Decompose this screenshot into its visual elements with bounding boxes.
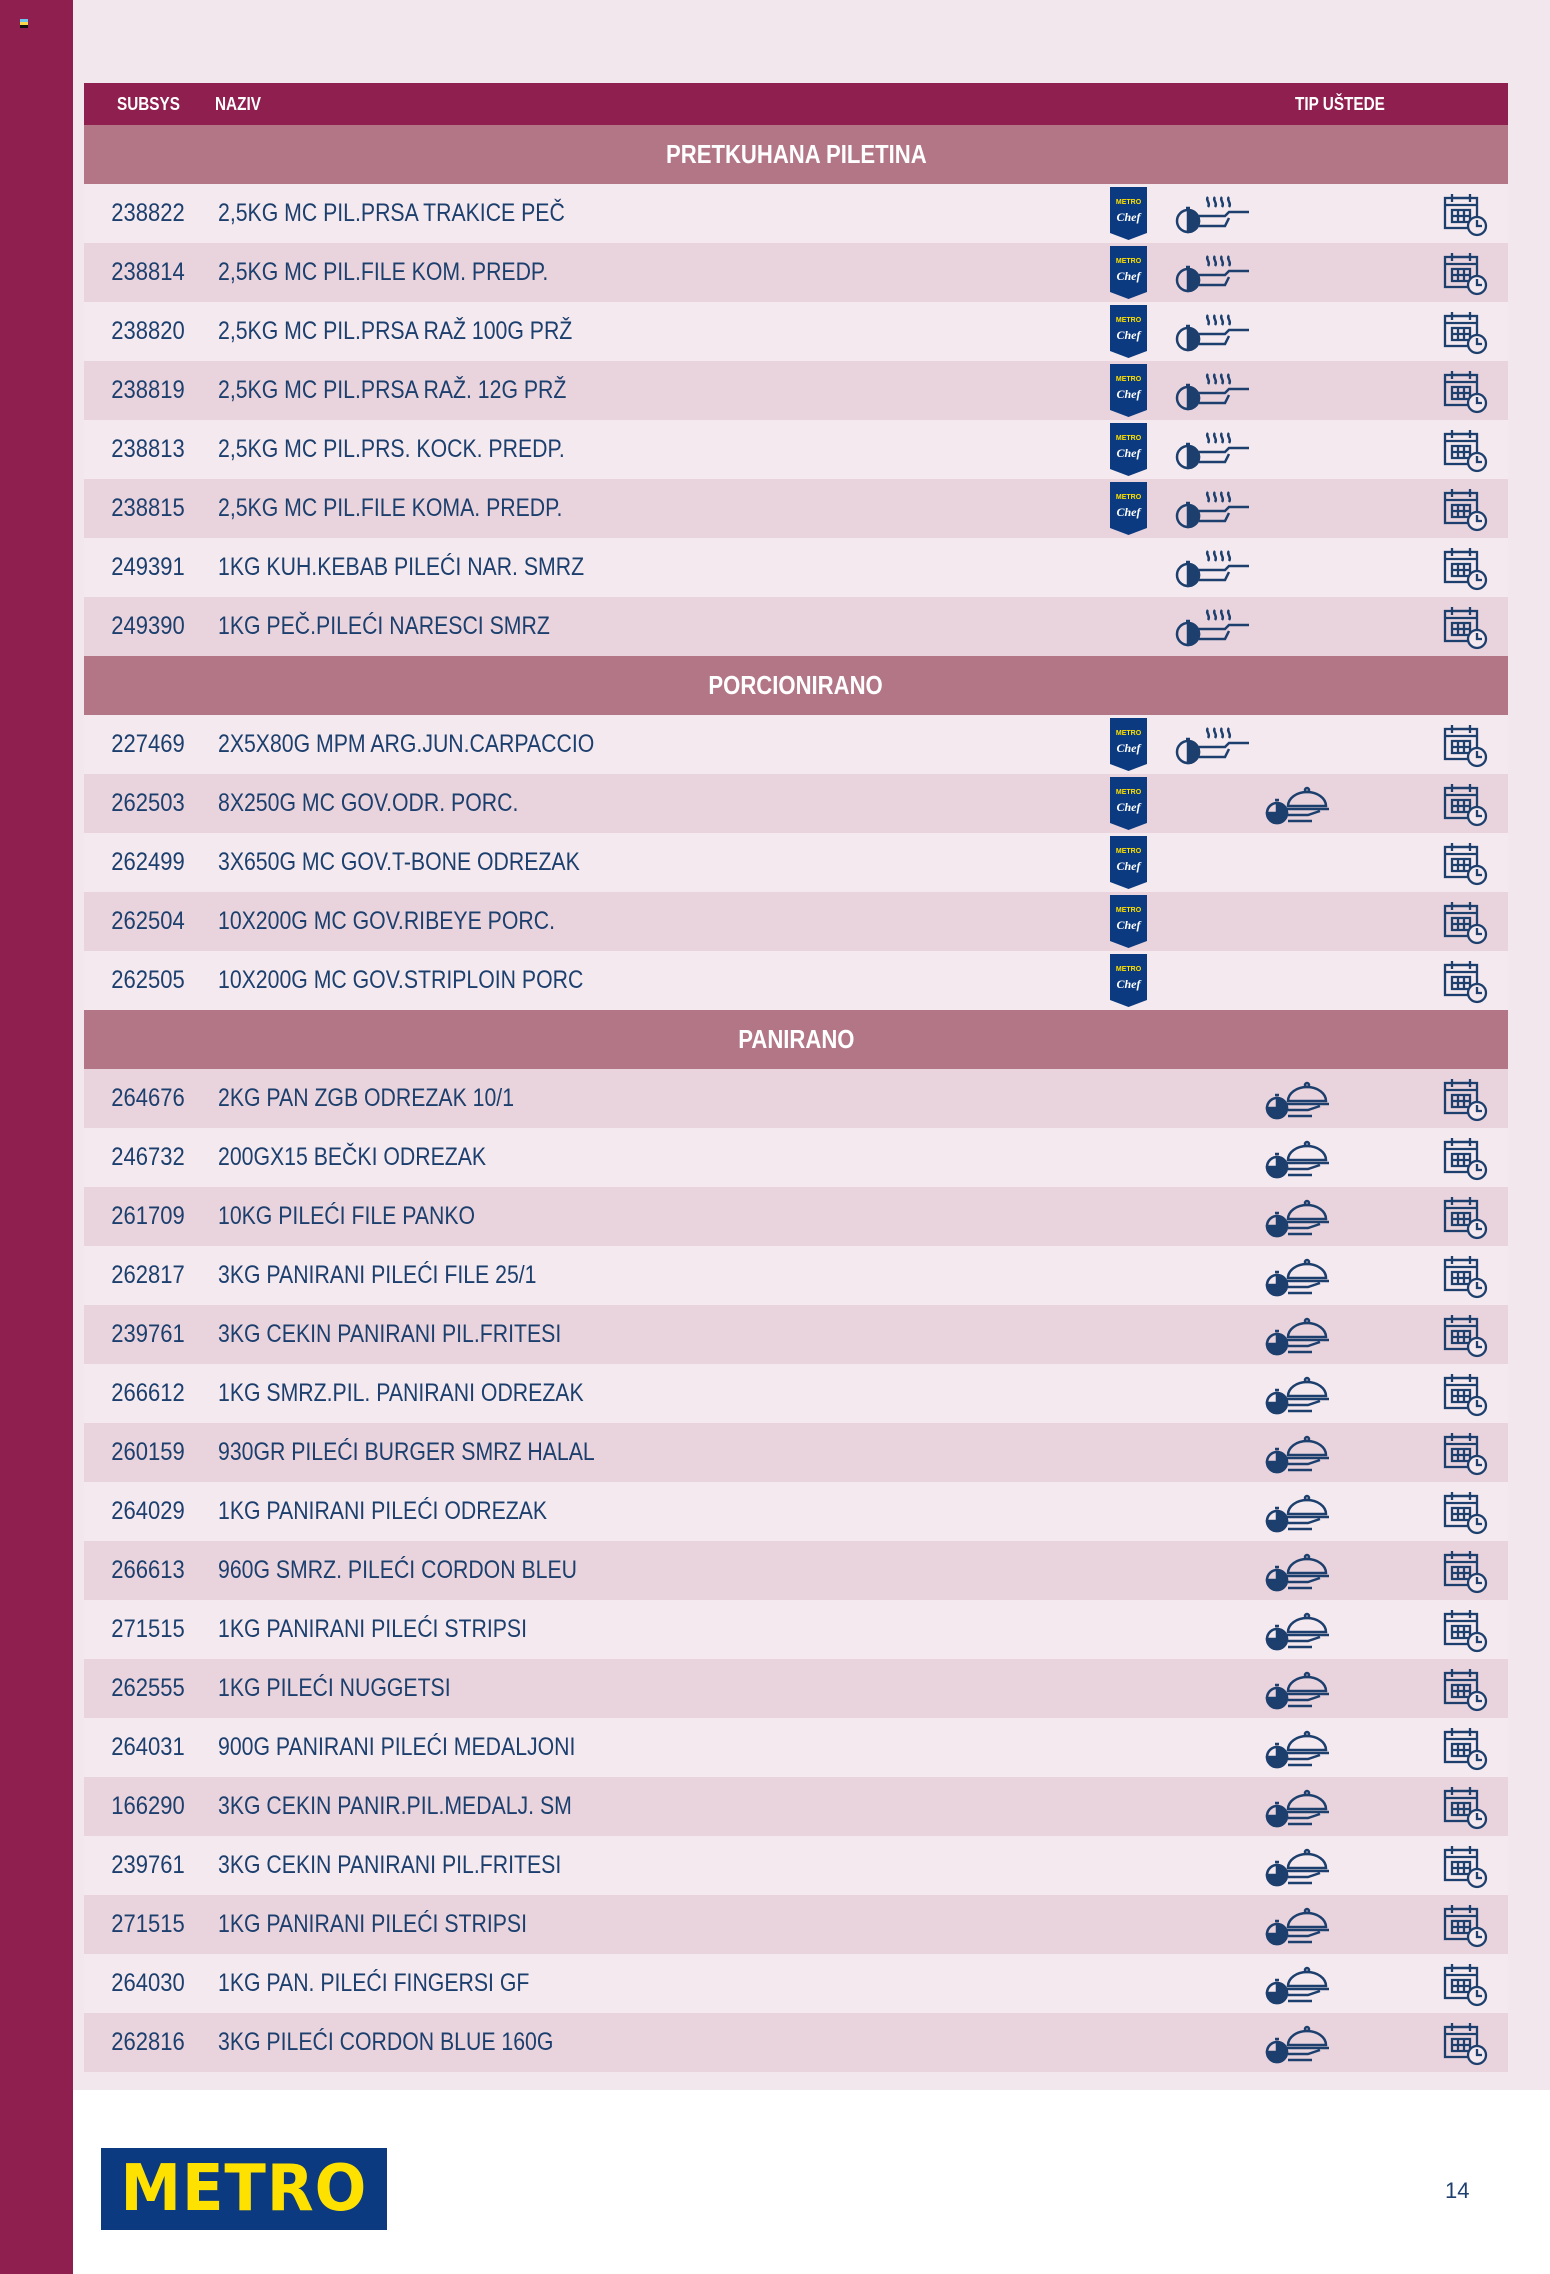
table-row [84, 302, 1508, 361]
svg-text:METRO: METRO [1115, 376, 1142, 383]
svg-text:METRO: METRO [1115, 907, 1142, 914]
section-title: PANIRANO [737, 1024, 855, 1054]
product-name: 10KG PILEĆI FILE PANKO [218, 1202, 476, 1230]
table-row [84, 1600, 1508, 1659]
ready-to-serve-cloche-icon [1264, 1549, 1332, 1593]
subsys-code: 266613 [111, 1556, 185, 1584]
product-name: 2,5KG MC PIL.FILE KOM. PREDP. [218, 258, 549, 286]
metro-chef-badge-icon [1110, 246, 1147, 299]
product-name: 8X250G MC GOV.ODR. PORC. [218, 789, 519, 817]
precooked-pan-icon [1174, 605, 1250, 649]
ready-to-serve-cloche-icon [1264, 1608, 1332, 1652]
section-title: PRETKUHANA PILETINA [665, 139, 927, 169]
table-row [84, 1305, 1508, 1364]
svg-text:Chef: Chef [1116, 859, 1141, 873]
subsys-code: 238822 [111, 199, 185, 227]
svg-text:METRO: METRO [1115, 494, 1142, 501]
ready-to-serve-cloche-icon [1264, 2021, 1332, 2065]
product-name: 3KG CEKIN PANIRANI PIL.FRITESI [218, 1851, 562, 1879]
calendar-clock-icon [1442, 1489, 1488, 1535]
precooked-pan-icon [1174, 546, 1250, 590]
table-row [84, 1364, 1508, 1423]
subsys-code: 262817 [111, 1261, 185, 1289]
table-row [84, 833, 1508, 892]
ready-to-serve-cloche-icon [1264, 1667, 1332, 1711]
calendar-clock-icon [1442, 781, 1488, 827]
table-row [84, 1541, 1508, 1600]
calendar-clock-icon [1442, 1371, 1488, 1417]
subsys-code: 266612 [111, 1379, 185, 1407]
product-name: 1KG PANIRANI PILEĆI ODREZAK [218, 1497, 548, 1525]
table-row [84, 1659, 1508, 1718]
precooked-pan-icon [1174, 723, 1250, 767]
table-row [84, 1482, 1508, 1541]
calendar-clock-icon [1442, 1666, 1488, 1712]
ready-to-serve-cloche-icon [1264, 1077, 1332, 1121]
product-name: 10X200G MC GOV.RIBEYE PORC. [218, 907, 555, 935]
metro-chef-badge-icon [1110, 777, 1147, 830]
product-name: 2X5X80G MPM ARG.JUN.CARPACCIO [218, 730, 595, 758]
calendar-clock-icon [1442, 1312, 1488, 1358]
subsys-code: 239761 [111, 1851, 185, 1879]
ready-to-serve-cloche-icon [1264, 1903, 1332, 1947]
svg-text:Chef: Chef [1116, 800, 1141, 814]
product-name: 10X200G MC GOV.STRIPLOIN PORC [218, 966, 584, 994]
svg-text:Chef: Chef [1116, 328, 1141, 342]
svg-text:METRO: METRO [1115, 730, 1142, 737]
calendar-clock-icon [1442, 1607, 1488, 1653]
ready-to-serve-cloche-icon [1264, 1431, 1332, 1475]
metro-chef-badge-icon [1110, 954, 1147, 1007]
metro-chef-badge-icon [1110, 187, 1147, 240]
product-name: 2,5KG MC PIL.FILE KOMA. PREDP. [218, 494, 563, 522]
column-header-tip-ustede: TIP UŠTEDE [1295, 94, 1385, 114]
table-row [84, 774, 1508, 833]
subsys-code: 249391 [111, 553, 185, 581]
metro-logo [101, 2148, 387, 2230]
calendar-clock-icon [1442, 1135, 1488, 1181]
subsys-code: 264676 [111, 1084, 185, 1112]
ready-to-serve-cloche-icon [1264, 1962, 1332, 2006]
subsys-code: 262555 [111, 1674, 185, 1702]
subsys-code: 262505 [111, 966, 185, 994]
product-name: 1KG PILEĆI NUGGETSI [218, 1674, 451, 1702]
calendar-clock-icon [1442, 1253, 1488, 1299]
ready-to-serve-cloche-icon [1264, 1785, 1332, 1829]
table-row [84, 951, 1508, 1010]
metro-chef-badge-icon [1110, 305, 1147, 358]
subsys-code: 264031 [111, 1733, 185, 1761]
calendar-clock-icon [1442, 1725, 1488, 1771]
calendar-clock-icon [1442, 1430, 1488, 1476]
ready-to-serve-cloche-icon [1264, 782, 1332, 826]
subsys-code: 271515 [111, 1615, 185, 1643]
ready-to-serve-cloche-icon [1264, 1195, 1332, 1239]
table-row [84, 243, 1508, 302]
ready-to-serve-cloche-icon [1264, 1372, 1332, 1416]
table-row [84, 361, 1508, 420]
subsys-code: 262503 [111, 789, 185, 817]
calendar-clock-icon [1442, 545, 1488, 591]
subsys-code: 264029 [111, 1497, 185, 1525]
calendar-clock-icon [1442, 604, 1488, 650]
subsys-code: 262499 [111, 848, 185, 876]
subsys-code: 238813 [111, 435, 185, 463]
calendar-clock-icon [1442, 1843, 1488, 1889]
svg-text:METRO: METRO [1115, 317, 1142, 324]
section-header [84, 656, 1508, 715]
precooked-pan-icon [1174, 487, 1250, 531]
table-row [84, 892, 1508, 951]
svg-text:Chef: Chef [1116, 977, 1141, 991]
calendar-clock-icon [1442, 368, 1488, 414]
product-name: 3KG PANIRANI PILEĆI FILE 25/1 [218, 1261, 537, 1289]
ready-to-serve-cloche-icon [1264, 1313, 1332, 1357]
table-row [84, 715, 1508, 774]
product-name: 3KG CEKIN PANIR.PIL.MEDALJ. SM [218, 1792, 572, 1820]
table-row [84, 1954, 1508, 2013]
table-row [84, 2013, 1508, 2072]
subsys-code: 238819 [111, 376, 185, 404]
metro-chef-badge-icon [1110, 895, 1147, 948]
calendar-clock-icon [1442, 427, 1488, 473]
table-row [84, 1895, 1508, 1954]
svg-text:Chef: Chef [1116, 269, 1141, 283]
subsys-code: 262504 [111, 907, 185, 935]
precooked-pan-icon [1174, 310, 1250, 354]
metro-chef-badge-icon [1110, 364, 1147, 417]
svg-text:Chef: Chef [1116, 387, 1141, 401]
product-name: 1KG KUH.KEBAB PILEĆI NAR. SMRZ [218, 553, 585, 581]
table-row [84, 1836, 1508, 1895]
subsys-code: 249390 [111, 612, 185, 640]
calendar-clock-icon [1442, 1784, 1488, 1830]
table-header [84, 83, 1508, 125]
product-name: 930GR PILEĆI BURGER SMRZ HALAL [218, 1438, 595, 1466]
table-row [84, 538, 1508, 597]
calendar-clock-icon [1442, 958, 1488, 1004]
table-row [84, 1423, 1508, 1482]
table-row [84, 479, 1508, 538]
calendar-clock-icon [1442, 1076, 1488, 1122]
product-name: 900G PANIRANI PILEĆI MEDALJONI [218, 1733, 576, 1761]
product-name: 3KG CEKIN PANIRANI PIL.FRITESI [218, 1320, 562, 1348]
svg-text:METRO: METRO [1115, 258, 1142, 265]
product-table [84, 83, 1508, 2072]
table-row [84, 1246, 1508, 1305]
subsys-code: 166290 [111, 1792, 185, 1820]
metro-logo-text: METRO [120, 2152, 368, 2226]
svg-text:Chef: Chef [1116, 505, 1141, 519]
product-name: 3KG PILEĆI CORDON BLUE 160G [218, 2028, 554, 2056]
section-header [84, 1010, 1508, 1069]
menu-icon[interactable] [20, 19, 28, 28]
metro-chef-badge-icon [1110, 423, 1147, 476]
section-title: PORCIONIRANO [708, 670, 884, 700]
product-name: 2,5KG MC PIL.PRSA RAŽ 100G PRŽ [218, 317, 573, 345]
svg-text:METRO: METRO [1115, 199, 1142, 206]
metro-chef-badge-icon [1110, 482, 1147, 535]
svg-text:Chef: Chef [1116, 210, 1141, 224]
svg-text:Chef: Chef [1116, 741, 1141, 755]
metro-chef-badge-icon [1110, 718, 1147, 771]
ready-to-serve-cloche-icon [1264, 1490, 1332, 1534]
precooked-pan-icon [1174, 428, 1250, 472]
calendar-clock-icon [1442, 2020, 1488, 2066]
product-name: 960G SMRZ. PILEĆI CORDON BLEU [218, 1556, 577, 1584]
column-header-naziv: NAZIV [215, 94, 261, 114]
column-header-subsys: SUBSYS [117, 94, 180, 114]
table-row [84, 1777, 1508, 1836]
calendar-clock-icon [1442, 722, 1488, 768]
svg-text:METRO: METRO [1115, 789, 1142, 796]
calendar-clock-icon [1442, 191, 1488, 237]
ready-to-serve-cloche-icon [1264, 1136, 1332, 1180]
product-name: 2,5KG MC PIL.PRSA TRAKICE PEČ [218, 199, 565, 227]
calendar-clock-icon [1442, 250, 1488, 296]
subsys-code: 271515 [111, 1910, 185, 1938]
table-row [84, 1128, 1508, 1187]
product-name: 1KG PANIRANI PILEĆI STRIPSI [218, 1615, 528, 1643]
product-name: 1KG PAN. PILEĆI FINGERSI GF [218, 1969, 530, 1997]
metro-chef-badge-icon [1110, 836, 1147, 889]
subsys-code: 264030 [111, 1969, 185, 1997]
subsys-code: 262816 [111, 2028, 185, 2056]
calendar-clock-icon [1442, 309, 1488, 355]
svg-text:Chef: Chef [1116, 918, 1141, 932]
calendar-clock-icon [1442, 1194, 1488, 1240]
subsys-code: 260159 [111, 1438, 185, 1466]
ready-to-serve-cloche-icon [1264, 1726, 1332, 1770]
calendar-clock-icon [1442, 1961, 1488, 2007]
product-name: 2,5KG MC PIL.PRS. KOCK. PREDP. [218, 435, 565, 463]
table-row [84, 1069, 1508, 1128]
svg-text:METRO: METRO [1115, 435, 1142, 442]
precooked-pan-icon [1174, 251, 1250, 295]
product-name: 200GX15 BEČKI ODREZAK [218, 1143, 487, 1171]
calendar-clock-icon [1442, 1902, 1488, 1948]
calendar-clock-icon [1442, 899, 1488, 945]
table-row [84, 420, 1508, 479]
subsys-code: 238820 [111, 317, 185, 345]
subsys-code: 238814 [111, 258, 185, 286]
svg-text:METRO: METRO [1115, 966, 1142, 973]
product-name: 1KG PANIRANI PILEĆI STRIPSI [218, 1910, 528, 1938]
product-name: 2KG PAN ZGB ODREZAK 10/1 [218, 1084, 515, 1112]
table-body [84, 125, 1508, 2072]
subsys-code: 261709 [111, 1202, 185, 1230]
svg-text:METRO: METRO [1115, 848, 1142, 855]
subsys-code: 238815 [111, 494, 185, 522]
ready-to-serve-cloche-icon [1264, 1844, 1332, 1888]
precooked-pan-icon [1174, 369, 1250, 413]
product-name: 1KG SMRZ.PIL. PANIRANI ODREZAK [218, 1379, 584, 1407]
table-row [84, 597, 1508, 656]
calendar-clock-icon [1442, 840, 1488, 886]
subsys-code: 239761 [111, 1320, 185, 1348]
product-name: 2,5KG MC PIL.PRSA RAŽ. 12G PRŽ [218, 376, 567, 404]
calendar-clock-icon [1442, 1548, 1488, 1594]
calendar-clock-icon [1442, 486, 1488, 532]
ready-to-serve-cloche-icon [1264, 1254, 1332, 1298]
subsys-code: 227469 [111, 730, 185, 758]
product-name: 3X650G MC GOV.T-BONE ODREZAK [218, 848, 580, 876]
precooked-pan-icon [1174, 192, 1250, 236]
table-row [84, 184, 1508, 243]
table-row [84, 1718, 1508, 1777]
svg-text:Chef: Chef [1116, 446, 1141, 460]
sidebar-band [0, 0, 73, 2274]
page-number: 14 [1445, 2178, 1470, 2203]
section-header [84, 125, 1508, 184]
subsys-code: 246732 [111, 1143, 185, 1171]
product-name: 1KG PEČ.PILEĆI NARESCI SMRZ [218, 612, 550, 640]
table-row [84, 1187, 1508, 1246]
